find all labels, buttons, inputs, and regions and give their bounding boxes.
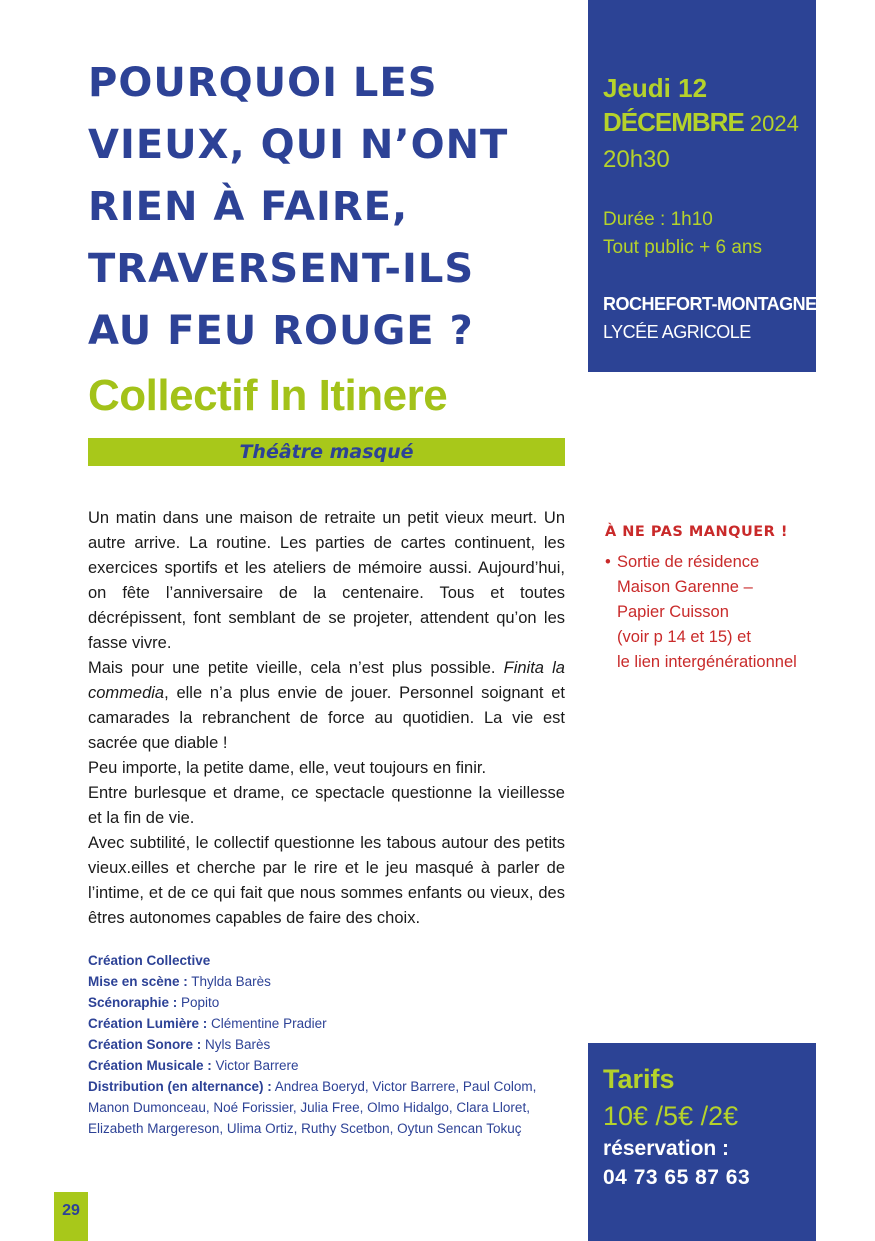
- must-see-line: (voir p 14 et 15) et: [617, 628, 751, 646]
- credit-label: Création Lumière :: [88, 1016, 208, 1031]
- description-paragraph: [88, 656, 565, 756]
- credit-line: [88, 1055, 558, 1076]
- must-see-line: Sortie de résidence: [617, 553, 760, 571]
- must-see-box: [605, 520, 855, 675]
- company-name: Collectif In Itinere: [88, 371, 448, 420]
- event-date: Jeudi 12: [603, 73, 708, 103]
- event-info-panel: [588, 0, 816, 372]
- credit-value: Popito: [177, 995, 220, 1010]
- credit-value: Nyls Barès: [201, 1037, 271, 1052]
- pricing-values: 10€ /5€ /2€: [603, 1101, 739, 1131]
- title-line: AU FEU ROUGE ?: [88, 308, 474, 354]
- credit-value: Thylda Barès: [187, 974, 271, 989]
- reservation-phone: 04 73 65 87 63: [603, 1166, 751, 1189]
- bullet-icon: •: [605, 553, 611, 571]
- credit-label: Distribution (en alternance) :: [88, 1079, 272, 1094]
- event-town: ROCHEFORT-MONTAGNE: [603, 294, 817, 314]
- description-italic: Finita la commedia: [88, 659, 565, 702]
- event-time: 20h30: [603, 146, 670, 173]
- must-see-line: Papier Cuisson: [617, 603, 729, 621]
- description-paragraph: Peu importe, la petite dame, elle, veut toujours en finir.: [88, 759, 487, 777]
- event-month: DÉCEMBRE: [603, 107, 744, 137]
- event-month-year: [603, 104, 813, 142]
- title-line: RIEN À FAIRE,: [88, 184, 409, 230]
- credit-label: Mise en scène :: [88, 974, 188, 989]
- event-details: [603, 206, 813, 262]
- description-paragraph: Un matin dans une maison de retraite un petit vieux meurt. Un autre arrive. La routine. Les parties de cartes continuent, les exercices sportifs et les ateliers de mémoire aussi. Aujourd’hui, on fête l’anniversaire de la centenaire. Tous et toutes décrépissent, font semblant de se projeter, attendent qu’on les fasse vivre.: [88, 509, 565, 652]
- must-see-line: le lien intergénérationnel: [617, 653, 797, 671]
- credit-value: Andrea Boeryd, Victor Barrere, Paul Colom, Manon Dumonceau, Noé Forissier, Julia Free, Olmo Hidalgo, Clara Lloret, Elizabeth Margereson, Ulima Ortiz, Ruthy Scetbon, Oytun Sencan Tokuç: [88, 1079, 537, 1136]
- credit-line: [88, 1013, 558, 1034]
- pricing-panel: [588, 1043, 816, 1241]
- event-audience: Tout public + 6 ans: [603, 237, 762, 258]
- genre-banner: [88, 438, 565, 466]
- page-title: [88, 52, 558, 362]
- description-text: Mais pour une petite vieille, cela n’est plus possible.: [88, 659, 504, 677]
- credit-value: Clémentine Pradier: [207, 1016, 327, 1031]
- pricing-label: Tarifs: [603, 1064, 675, 1094]
- credits-list: [88, 950, 558, 1139]
- page-number: 29: [54, 1192, 88, 1241]
- credit-label: Création Musicale :: [88, 1058, 212, 1073]
- event-venue: LYCÉE AGRICOLE: [603, 322, 751, 342]
- credit-line: [88, 992, 558, 1013]
- credit-line: [88, 1034, 558, 1055]
- reservation-label: réservation :: [603, 1137, 730, 1160]
- credit-line: [88, 1076, 558, 1139]
- description-paragraph: Avec subtilité, le collectif questionne les tabous autour des petits vieux.eilles et cherche par le rire et le jeu masqué à parler de l’intime, et de ce qui fait que nous sommes enfants ou vieux, des êtres autonomes capables de faire des choix.: [88, 834, 565, 927]
- title-line: POURQUOI LES: [88, 60, 438, 106]
- credit-line: [88, 971, 558, 992]
- title-line: VIEUX, QUI N’ONT: [88, 122, 509, 168]
- event-year: 2024: [743, 111, 799, 136]
- event-location: [603, 290, 817, 346]
- credit-label: Création Sonore :: [88, 1037, 202, 1052]
- credit-label: Scénoraphie :: [88, 995, 178, 1010]
- credit-value: Victor Barrere: [211, 1058, 299, 1073]
- must-see-line: Maison Garenne –: [617, 578, 753, 596]
- must-see-title: À NE PAS MANQUER !: [605, 524, 788, 540]
- description-paragraph: Entre burlesque et drame, ce spectacle questionne la vieillesse et la fin de vie.: [88, 784, 565, 827]
- genre-label: Théâtre masqué: [239, 441, 414, 463]
- must-see-item: [605, 550, 855, 675]
- credit-line: [88, 950, 558, 971]
- credit-label: Création Collective: [88, 953, 211, 968]
- title-line: TRAVERSENT-ILS: [88, 246, 475, 292]
- description: [88, 506, 565, 931]
- event-duration: Durée : 1h10: [603, 209, 713, 230]
- description-text: , elle n’a plus envie de jouer. Personnel soignant et camarades la rebranchent de force au quotidien. La vie est sacrée que diable !: [88, 684, 565, 752]
